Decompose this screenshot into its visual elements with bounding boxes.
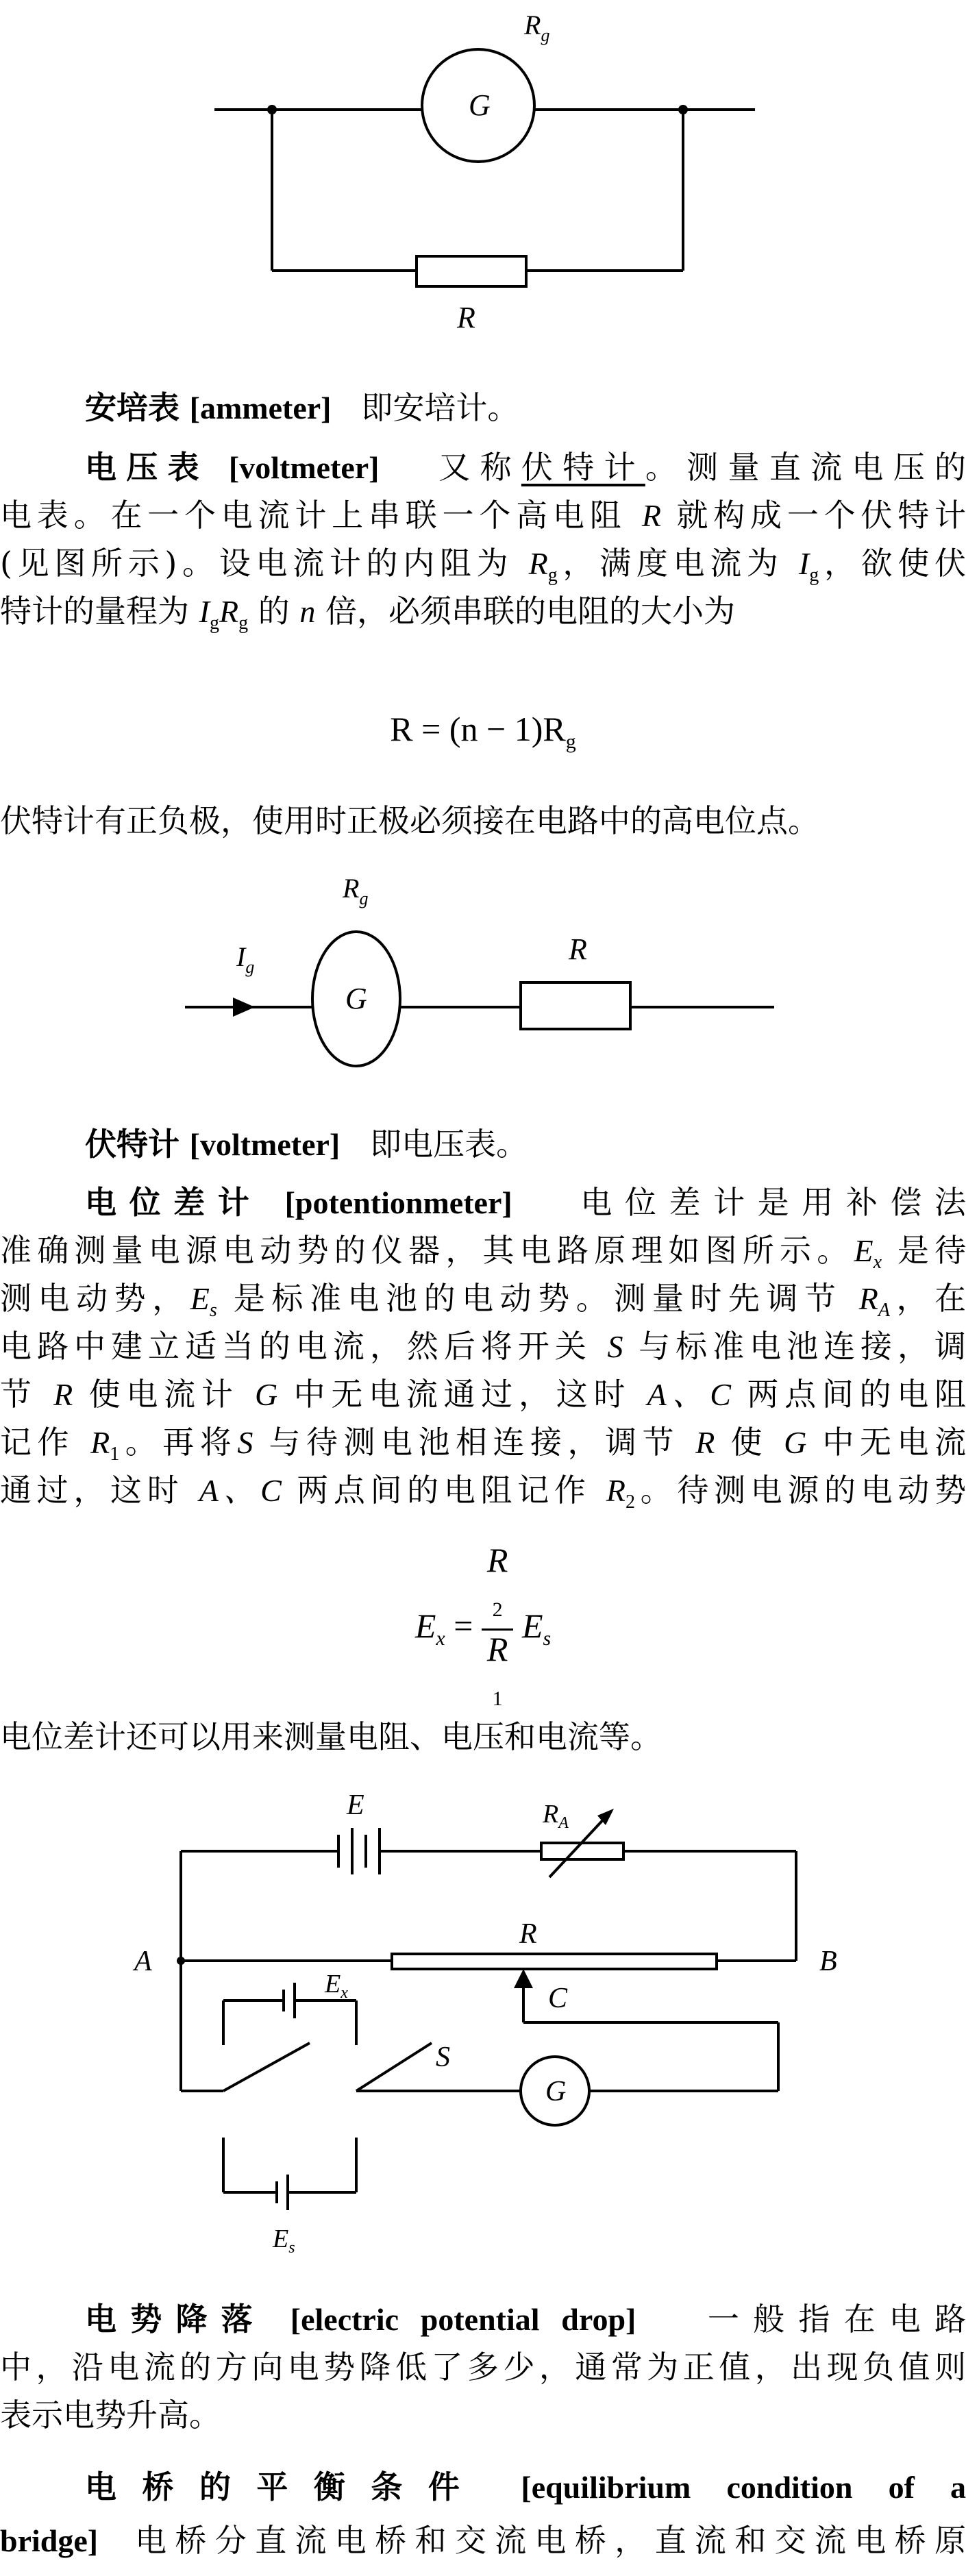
term-voltmeter: 电压表: [85, 449, 209, 486]
entry-drop-line3: 表示电势升高。: [0, 2397, 221, 2433]
galvanometer-label: G: [469, 88, 491, 122]
text: 。测量直流电压的: [645, 449, 966, 486]
link-voltmeter[interactable]: 伏特计: [521, 449, 645, 486]
resistor-label: R: [569, 932, 587, 966]
entry-potentiometer-line4: 电路中建立适当的电流，然后将开关 S 与标准电池连接，调: [0, 1328, 966, 1365]
ig-label: $I_g$: [236, 941, 255, 977]
entry-drop-line2: 中，沿电流的方向电势降低了多少，通常为正值，出现负值则: [0, 2349, 966, 2386]
resistor-label: R: [457, 301, 475, 334]
s-label: S: [436, 2042, 450, 2073]
ex-label: $E_x$: [325, 1970, 348, 2002]
junction-dot: [177, 1957, 185, 1965]
e-label: E: [347, 1789, 364, 1821]
definition-voltmeter-alias: 即电压表。: [370, 1126, 528, 1163]
rg-label: $R_g$: [524, 10, 550, 45]
english-potential-drop: [electric potential drop]: [290, 2302, 636, 2337]
potentiometer-circuit-diagram: [0, 1774, 966, 2268]
slider-arrowhead: [514, 1969, 533, 1988]
formula-series-resistor: $R = (n - 1)R_g$: [390, 710, 576, 753]
junction-dot: [267, 105, 277, 114]
shunt-resistor: [417, 256, 526, 286]
term-bridge: 电桥的平衡条件: [85, 2468, 486, 2505]
entry-voltmeter-line1: [0, 447, 966, 488]
entry-potentiometer-line6: 记作 $R_1$。再将S 与待测电池相连接，调节 R 使 G 中无电流: [0, 1424, 966, 1465]
current-arrow: [233, 998, 255, 1017]
ammeter-circuit-diagram: [0, 0, 966, 356]
entry-potentiometer-line7: 通过，这时 A、C 两点间的电阻记作 $R_2$。待测电源的电动势: [0, 1472, 966, 1513]
entry-potentiometer-line5: 节 R 使电流计 G 中无电流通过，这时 A、C 两点间的电阻: [0, 1376, 966, 1413]
entry-voltmeter-line2: 电表。在一个电流计上串联一个高电阻 R 就构成一个伏特计: [0, 497, 966, 534]
entry-potentiometer-line1: 电位差计 [potentionmeter] 电位差计是用补偿法: [85, 1184, 966, 1221]
switch-s-blade: [223, 2043, 310, 2091]
term-potentiometer: 电位差计: [85, 1184, 262, 1221]
series-resistor: [521, 982, 630, 1029]
formula-emf: $E_x$ = R $_2$ R $_1$ $E_s$: [0, 1541, 966, 1718]
voltmeter-circuit-diagram: [0, 856, 966, 1103]
ra-label: $R_A$: [543, 1800, 569, 1832]
slide-resistor-r: [392, 1954, 717, 1969]
english-potentiometer: [potentionmeter]: [284, 1185, 512, 1220]
entry-potentiometer-line8: 电位差计还可以用来测量电阻、电压和电流等。: [0, 1718, 662, 1755]
term-ammeter: 安培表: [85, 389, 179, 426]
entry-potentiometer-line3: 测电动势，$E_s$ 是标准电池的电动势。测量时先调节 $R_A$，在: [0, 1280, 966, 1322]
entry-voltmeter-alias: [0, 1124, 966, 1165]
rg-label: $R_g$: [343, 873, 369, 908]
entry-voltmeter-line4: 特计的量程为 $I_gR_g$ 的 n 倍，必须串联的电阻的大小为: [0, 593, 735, 634]
term-potential-drop: 电势降落: [85, 2301, 267, 2338]
fraction: R $_2$ R $_1$: [482, 1541, 514, 1718]
c-label: C: [548, 1983, 568, 2014]
term-voltmeter-alias: 伏特计: [85, 1126, 179, 1163]
r-label: R: [519, 1918, 537, 1950]
rheostat-ra: [541, 1843, 623, 1859]
switch-s-blade: [356, 2043, 432, 2091]
definition-ammeter: 即安培计。: [361, 389, 519, 426]
text: 又称: [438, 449, 521, 486]
g-label: G: [545, 2076, 567, 2107]
entry-voltmeter-line5: 伏特计有正负极，使用时正极必须接在电路中的高电位点。: [0, 802, 819, 839]
english-ammeter: [ammeter]: [189, 391, 332, 425]
galvanometer-label: G: [345, 982, 367, 1015]
b-label: B: [819, 1946, 837, 1977]
a-label: A: [134, 1946, 152, 1977]
entry-bridge-line2: bridge] 电桥分直流电桥和交流电桥，直流和交流电桥原: [0, 2522, 966, 2559]
es-label: $E_s$: [273, 2225, 295, 2257]
english-voltmeter: [voltmeter]: [228, 450, 380, 485]
entry-bridge-line1: 电桥的平衡条件 [equilibrium condition of a: [85, 2468, 966, 2505]
entry-voltmeter-line3: (见图所示)。设电流计的内阻为 $R_g$，满度电流为 $I_g$，欲使伏: [0, 545, 966, 586]
junction-dot: [678, 105, 688, 114]
english-voltmeter-alias: [voltmeter]: [189, 1127, 340, 1162]
entry-ammeter: [0, 387, 966, 429]
entry-potentiometer-line2: 准确测量电源电动势的仪器，其电路原理如图所示。$E_x$ 是待: [0, 1232, 966, 1274]
entry-drop-line1: 电势降落 [electric potential drop] 一般指在电路: [85, 2301, 966, 2338]
